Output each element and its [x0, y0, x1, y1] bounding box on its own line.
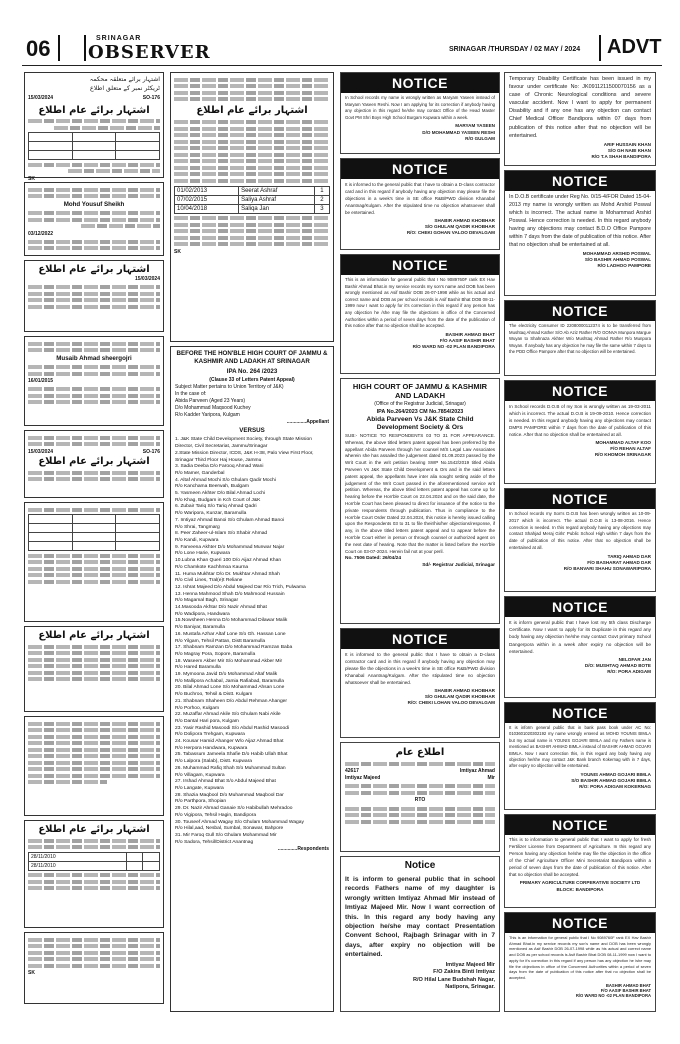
- notice-heading: NOTICE: [505, 703, 655, 723]
- signature-line: D/O: MUSHTAQ AHMAD BOTE: [584, 663, 651, 669]
- notice-1: [340, 72, 500, 154]
- list-item: R/o Dantal Hari pora, Kulgam: [175, 718, 239, 724]
- list-item: 8. Peer Zaheer-ul-Islam S/o Shabir Ahmad: [175, 531, 268, 537]
- list-item: 30. Touseef Ahmad Wagay S/o Ghulam Mohammad Wagay: [175, 819, 304, 825]
- table-cell: 2: [314, 195, 329, 204]
- table-cell: 01/02/2013: [175, 186, 239, 195]
- notice-c4-3: [504, 300, 656, 376]
- list-item: 4. Altaf Ahmad Mochi S/o Ghulam Qadir Mochi: [175, 477, 276, 483]
- signature-line: R/O LADHOO PAMPORE: [597, 263, 651, 269]
- signature-line: MOHAMMAD ARSHID POSWAL: [582, 251, 651, 256]
- notice-heading: NOTICE: [505, 381, 655, 401]
- notice-body: Temporary Disability Certificate has been issued in my favour under certificate No: JK0911211500070156 as a case of Chronic Neurological conditions and severe vascular accident. Now I want to apply for permanent Disability and if any one has any objection can contact Chief Medical Officer Bandipora within 07 days from publication of this notice after that no objection will be entertained.: [509, 76, 651, 139]
- list-item: R/o Kanchama Beerwah, Budgam: [175, 484, 249, 490]
- signature-line: PRIMARY AGRICULTURE CORPERATIVE SOCIETY LTD: [519, 880, 641, 886]
- divider: [599, 35, 601, 61]
- list-item: Abida Parveen (Aged 23 Years): [175, 397, 246, 404]
- list-item: 18. Waseem Akber Mir S/o Mohammad Akber Mir: [175, 658, 283, 664]
- notice-heading: NOTICE: [505, 301, 655, 321]
- signature-line: D/O MOHAMMAD YASEEN RESHI: [422, 129, 495, 135]
- signature-line: R/O: CHEKI GOHAN VALOO DEVALGAM: [406, 230, 495, 236]
- table-cell: Seerat Ashraf: [239, 186, 315, 195]
- notice-body: In School records my Son's D.O.B has been wrongly written as 10-09-2017 which is incorrect. The actual D.O.B is 13-08-2016. Hence correction is needed. In this regard anybody having any objections may contact Shahjad Meraj Girls' Public School High within 7 days from the date of publication of this notice. After that no objection shall be entertained at all.: [509, 511, 651, 550]
- notice-signature: [505, 251, 655, 272]
- signature-line: ARIF HUSSAIN KHAN: [603, 141, 651, 147]
- section-label: ADVT: [607, 36, 662, 58]
- notice-signature: [505, 880, 655, 894]
- signature-line: BLOCK: BANDIPORA: [556, 886, 604, 892]
- ad-code: SO-176: [142, 95, 160, 101]
- list-item: 27. Irshad Ahmad Bhat S/o Abdul Majeed Bhat: [175, 779, 276, 785]
- ad-date: 15/03/2024: [28, 95, 54, 101]
- list-item: 10.Lubna Khan Queri 100 D/o Aijaz Ahmad Khan: [175, 558, 282, 564]
- ad-name: Musaib Ahmad sheergojri: [56, 354, 132, 362]
- list-item: 12. Ishrat Majeed D/o Abdul Majeed Dar R/o Trich, Pulwama: [175, 584, 306, 590]
- notice-c4-2: [504, 170, 656, 296]
- urdu-english-tag: Mir: [487, 774, 495, 781]
- urdu-english-tag: Imtiyaz Majeed: [345, 774, 381, 781]
- divider: [58, 35, 60, 61]
- signature-line: Natipora, Srinagar.: [445, 984, 495, 991]
- respondents-label: ..............Respondents: [277, 846, 329, 853]
- notice-c4-6: [504, 596, 656, 698]
- list-item: 3. Sadia Deeba D/o Farooq Ahmad Wani: [175, 464, 264, 470]
- ad-date: 15/03/2024: [28, 448, 54, 455]
- notice-body: It is inform to general public that in school records Fathers name of my daughter is wrongly written Imtiyaz Ahmad Mir instead of Imtiyaz Majeed Mir. Now I want correction of this. In this regard any body having any objection he/she may contact Presentation Convent School, Rajbagh Srinagar with in 7 days, after expiry no objection will be entertained.: [345, 876, 495, 959]
- notice-c4-4: [504, 380, 656, 484]
- notice-body: It is inform general public that I have lost my 5th class Discharge Certificate. Now I want to apply for its Duplicate in this regard any body having any objection he/she may contact Govt primary School Dangerpora within in a week after expiry no objection will be entertained.: [509, 620, 651, 654]
- table-cell: 28/11/2010: [29, 861, 127, 870]
- list-item: R/o Civil Lines, Tral(e)t Reliane: [175, 578, 243, 584]
- notice-body: This is an information for general public that I No 9089760F rank EX Hav Bashir Ahmad Bhat.in my service records my son's name and DOB has been wrongly mentioned as Asif Bashir DOB 26-07-1998 while as his actual and correct name and DOB as per school records is Asif Bashir Bhat DOB 08-11-1999 now I want to apply for it's correction in this regard if any person has any objection he /she may file the objections in office of the Concerned Authorities within a period of seven days from the date of publication of this notice after that no objection shall be accepted.: [509, 935, 651, 980]
- list-item: 31. Mir Faroq Gull S/o Ghulam Mohammad Mir: [175, 832, 277, 838]
- list-item: R/o Buchroo, Tehsil & Distt. Kulgam: [175, 692, 253, 698]
- list-item: 11. Huma Mukhtar D/o Dr. Mukhtar Ahmad Shah: [175, 571, 280, 577]
- list-item: 17. Shabnam Ramzan D/o Mohammad Ramzan Baba: [175, 645, 293, 651]
- list-item: R/o Khag, Budgam in Kch Court of J&K: [175, 497, 261, 503]
- signature-line: R/O Hilal Lane Budshah Nagar,: [412, 976, 495, 983]
- list-item: R/o Langate, Kupwara: [175, 786, 224, 791]
- notice-body: It is informed to the general public that I have to obtain a D-class contractor card and in this regard if anybody having any objection may please file the objections in a week's time in SE office R&B/PWD division Khanabal Anantnag/Kulgam. After the stipulated time no objection whatsoever shall be entertained.: [345, 182, 495, 215]
- urdu-ad-large: اشتہار برائے عام اطلاع 01/02/2013 Seerat Ashraf 1 07/02/2015 Saliya Ashraf 2 10/04/2018 Saliqa Jan 3 SK: [170, 72, 334, 342]
- list-item: R/o Hared Baramulla: [175, 665, 221, 671]
- signature-line: SHABIR AHMAD KHOBHAR: [434, 688, 495, 693]
- notice-signature: [505, 983, 655, 1001]
- notice-body: In D.O.B certificate under Reg No. 0/15-4/FOR Dated 15-04-2013 my name is wrongly written as Mohd Arshid Poswal which is incorrect. The actual name is Mohammad Arshid Poswal. Hence correction is needed. In this regard anybody having any objections may contact B.D.O Office Pampore within 7 days from the date of publication of this notice. After that no objection shall be entertained at all.: [509, 194, 651, 248]
- list-item: R/o Magamal Bagh, Srinagar: [175, 598, 239, 604]
- urdu-ad-5: 15/03/2024 SO-176 اشتہار برائے عام اطلاع: [24, 430, 164, 498]
- notice-heading: NOTICE: [505, 489, 655, 509]
- list-item: R/o Baniyar, Baramulla: [175, 625, 226, 631]
- signature-line: F/O AASIF BASHIR BHAT: [600, 988, 651, 994]
- signature-line: BASHIR AHMAD BHAT: [605, 982, 651, 988]
- notice-c4-8: [504, 814, 656, 908]
- list-item: 29. Dr. Nazir Ahmad Ganaie S/o Habibullah Mehradoo: [175, 806, 293, 812]
- urdu-english-tag: Imtiyaz Ahmad: [459, 768, 495, 774]
- appellant-list: [175, 398, 329, 419]
- table-cell: Saliqa Jan: [239, 204, 315, 213]
- notice-signature: [341, 332, 499, 353]
- list-item: 2.State Mission Director, ICDS, J&K H-38, Palo View First Floor, Srinagar Third Floor Haj House, Jammu: [175, 450, 314, 463]
- hc-parties: Abida Parveen Vs J&K State Child Development Society & Ors: [366, 416, 474, 431]
- case-of: In the case of:: [175, 390, 207, 397]
- list-item: 20. Bilal Ahmad Lone S/o Mohammad Ahsan Lone: [175, 685, 285, 691]
- hc-sub: (Office of the Registrar Judicial, Srinagar): [374, 401, 466, 407]
- list-item: R/o Shrai, Tangmarg: [175, 524, 220, 530]
- notice-5: [340, 856, 500, 1012]
- notice-heading: NOTICE: [505, 815, 655, 835]
- signature-line: F/O AASIF BASHIR BHAT: [439, 337, 495, 343]
- list-item: 5. Yasmeen Akhter D/o Bilal Ahmad Lochi: [175, 491, 266, 497]
- notice-c4-1: [504, 72, 656, 166]
- table-cell: 07/02/2015: [175, 195, 239, 204]
- list-item: R/o Herpora Handwara, Kupwara: [175, 745, 248, 751]
- list-item: R/o Parthpora, Shopian: [175, 799, 227, 805]
- list-item: 1. J&K State Child Development Society, through State Mission Director, Civil Secretariat, Jammu/Srinagar: [175, 437, 312, 450]
- list-item: 23. Yasir Rashid Masoodi S/o Abdul Rashid Masoodi: [175, 725, 289, 731]
- court-notice: [170, 346, 334, 1012]
- list-item: 14.Masooda Akhtar D/o Nazir Ahmad Bhat: [175, 605, 267, 611]
- notice-body: This is to information to general public that I want to apply for fresh Fertilizer License from Department of Agriculture. In this regard any Person having any objection he/she may file the objection in the office of the Chief Agriculture Officer Mini Secretariat Bandipora within a period of seven days from the date of publication of this notice. After that no objection shall be accepted.: [509, 837, 651, 877]
- table-cell: 1: [314, 186, 329, 195]
- list-item: 7. Imtiyaz Ahmad Banoi S/o Ghulam Ahmad Banoi: [175, 517, 285, 523]
- list-item: R/o Dolipora Trehgam, Kupwara: [175, 732, 245, 738]
- list-item: D/o Mohammad Maqsood Kuchey: [175, 404, 251, 411]
- list-item: R/o Kandi, Kupwara: [175, 537, 219, 543]
- masthead-small: SRINAGAR: [96, 35, 142, 42]
- urdu-english-tag: 42617: [345, 768, 359, 774]
- notice-signature: [505, 554, 655, 575]
- children-table: [174, 186, 330, 214]
- hc-ipa: IPA No.264/2023 CM No.7854/2023: [376, 409, 464, 415]
- notice-2: [340, 158, 500, 250]
- list-item: R/o Kadder Yaripora, Kulgam: [175, 411, 240, 418]
- table-row: [175, 204, 330, 213]
- masthead: OBSERVER: [88, 42, 211, 63]
- column-notices-a: [340, 72, 500, 1012]
- hc-title: HIGH COURT OF JAMMU & KASHMIR AND LADAKH: [352, 382, 488, 400]
- list-item: 6. Zubair Tariq S/o Tariq Ahmad Qadri: [175, 504, 257, 510]
- ad-sk: SK: [28, 175, 35, 182]
- table-row: [175, 186, 330, 195]
- notice-3: [340, 254, 500, 374]
- table-row: [175, 195, 330, 204]
- notice-c4-5: [504, 488, 656, 592]
- list-item: 9. Farveena Akhter D/o Mohammad Munwar Najar: [175, 544, 285, 550]
- notice-signature: [505, 772, 655, 793]
- list-item: 24. Kousar Hamid Ahanger W/o Aijaz Ahmad Bhat: [175, 739, 284, 745]
- notice-signature: [345, 962, 495, 992]
- list-item: R/o Sadora, Tehsil/District Anantnag: [175, 839, 254, 845]
- page-number: 06: [26, 36, 51, 61]
- notice-heading: NOTICE: [505, 913, 655, 933]
- notice-4: [340, 628, 500, 738]
- list-item: R/o Hilal,aad, Nesbal, Sumbal, Sonawar, Bahpore: [175, 826, 284, 832]
- notice-heading: NOTICE: [341, 629, 499, 649]
- notice-body: This is an information for general public that I No 9089760F rank EX Hav Bashir Ahmad Bhat.in my service records my son's name and DOB has been wrongly mentioned as Asif Bashir DOB 26-07-1998 while as his actual and correct name and DOB as per school records is Asif Bashir Bhat DOB 08-11-1999 now I want to apply for it's correction in this regard if any person has any objection he /she may file the objections in office of the Concerned Authorities within a period of seven days from the date of the publication of this notice after that no objection shall be accepted.: [345, 277, 495, 329]
- column-notices-b: [504, 72, 656, 1012]
- hc-sign: Sd/- Registrar Judicial, Srinagar: [422, 563, 495, 569]
- list-item: R/o Lone Harie, Kupwara: [175, 551, 230, 557]
- list-item: R/o Yilgam, Tehsil Pattan, Distt Baramulla: [175, 638, 266, 644]
- notice-c4-7: [504, 702, 656, 810]
- divider: [84, 35, 86, 61]
- notice-signature: [505, 440, 655, 461]
- signature-line: R/O WARD NO -02 PLAN BANDIPORA: [575, 993, 651, 999]
- signature-line: R/O: PORA ADIGAM: [607, 669, 651, 675]
- signature-line: S/O GH NABI KHAN: [607, 147, 651, 153]
- signature-line: R/O KHOMOH SRINAGAR: [594, 452, 651, 458]
- signature-line: S/O GHULAM QADIR KHOBHAR: [424, 224, 495, 230]
- urdu-ad-6: [24, 502, 164, 622]
- ad-name: Mohd Yousuf Sheikh: [63, 200, 125, 208]
- notice-signature: [341, 123, 499, 144]
- list-item: 22. Muzaffar Ahmad Akile S/o Ghulam Nabi Akile: [175, 712, 281, 718]
- urdu-ad-9: اشتہار برائے عام اطلاع 28/11/2010 28/11/2010: [24, 820, 164, 928]
- notice-signature: [341, 218, 499, 239]
- clause: (Clause 33 of Letters Patent Appeal): [209, 377, 295, 383]
- signature-line: F/O Zakira Binti Imtiyaz: [433, 969, 495, 976]
- signature-line: NELOFAR JAN: [618, 657, 651, 663]
- ad-code: SO-176: [142, 448, 160, 455]
- signature-line: F/O REHAN ALTAF: [610, 446, 651, 452]
- ad-sk: SK: [174, 248, 181, 255]
- list-item: R/o Villagam, Kupwara: [175, 772, 225, 778]
- list-item: R/o Magray Pora, Sopore, Baramulla: [175, 651, 256, 657]
- urdu-ad-2: [24, 182, 164, 256]
- signature-line: MOHAMMAD ALTAF KOO: [595, 440, 651, 445]
- notice-body: In School records D.O.B of my Son is wrongly written as 19-03-2011 which is incorrect. The actual D.O.B is 19-09-2010. Hence correction is needed. In this regard anybody having any objections may contact DMPS PAMPORE within 7 days from the date of publication of this notice. After that no objection shall be entertained at all.: [509, 404, 651, 437]
- notice-heading: NOTICE: [505, 171, 655, 191]
- list-item: 13. Henna Mahmood Shah D/o Mahmood Hussain: [175, 591, 285, 597]
- table-cell: 28/11/2010: [29, 852, 127, 861]
- signature-line: R/O BANVARI SHAHU SONAWARIPORA: [563, 566, 651, 572]
- ad-date: 03/12/2022: [28, 230, 54, 237]
- signature-line: Imtiyaz Majeed Mir: [445, 961, 495, 968]
- dateline: SRINAGAR /THURSDAY / 02 MAY / 2024: [449, 46, 581, 53]
- urdu-ad-10: [24, 932, 164, 1004]
- signature-line: R/O T.A SHAH BANDIPORA: [591, 154, 651, 160]
- ipa-number: IPA No. 264 /2023: [226, 368, 278, 375]
- signature-line: R/O: CHEKI LOHAN VALOO DEVALGAM: [407, 700, 495, 706]
- urdu-ad-3: اشتہار برائے عام اطلاع 15/03/2024: [24, 260, 164, 332]
- table-cell: Saliya Ashraf: [239, 195, 315, 204]
- list-item: R/o Porhoo, Kulgam: [175, 705, 220, 711]
- signature-line: BASHIR AHMAD BHAT: [445, 331, 495, 337]
- urdu-english-tag: RTO: [414, 797, 426, 804]
- court-title: BEFORE THE HON'BLE HIGH COURT OF JAMMU & KASHMIR AND LADAKH AT SRINAGAR: [176, 350, 328, 365]
- high-court-notice: [340, 378, 500, 624]
- list-item: R/o Chamkote Kachhmoa Kaurna: [175, 564, 249, 570]
- table-cell: 3: [314, 204, 329, 213]
- notice-signature: [341, 688, 499, 709]
- table-cell: 10/04/2018: [175, 204, 239, 213]
- appellant-label: ..............Appellant: [286, 418, 329, 425]
- column-urdu-ads: [24, 72, 164, 1012]
- ad-date: 16/01/2015: [28, 378, 54, 384]
- hc-body: SUB:- NOTICE TO RESPONDENTS 03 TO 31 FOR APPEARANCE. Whereas, the above titled letters patent appeal has been preferred by the appellant Abida Parveen through her counsel M/S Legal Law Associates wherein she has assailed the judgement dated 01.09.2023 passed by the Writ Court in the writ petition bearing SWP No.1542/2019 titled Abida Parveen Vs J&K State Child Development & Ors and in the said letters patent appeal, the appellants have inter alia sought setting aside of the judgement of the Writ Court passed in the aforementioned service writ petition. Whereas, the above titled letters patent appeal has come up for hearing before the Hon'ble Court on 22.04.2024 and on the said date, the Hon'ble Court has been pleased to direct for issuance of the notice to the private respondents through publication. Thus in compliance to the Hon'ble Court Order Dated 22.04.2024, this notice is hereby issued calling upon the Respondents 03 to 31 to file their/his/her objections/response, if any, in the above titled letters patent appeal and to appear before the Hon'ble Court either in person or through counsel or authorized agent on the next date of hearing. Note that the matter is listed before the Hon'ble Court on 03-07-2024. Herein fail not at your peril.: [345, 433, 495, 554]
- notice-heading: NOTICE: [505, 597, 655, 617]
- notice-body: It is informed to the general public that I have to obtain a D-class contractor card and in this regard if anybody having any objection may please file the objections in a week's time in SE office R&B/PWD division Khanabal Anantnag/Kulgam. After the stipulated time no objection whatsoever shall be entertained.: [345, 652, 495, 685]
- notice-heading: NOTICE: [341, 73, 499, 93]
- hc-number: No. 7506 Dated: 26/04/24: [345, 556, 401, 562]
- ad-date: 15/03/2024: [134, 276, 160, 282]
- list-item: 15.Nowsheen Henna D/o Mohammad Dilawar Malik: [175, 618, 288, 624]
- signature-line: R/O WARD NO -02 PLAN BANDIPORA: [412, 344, 495, 350]
- signature-line: YOUNIS AHMAD GOJARI BIMLA: [580, 771, 651, 777]
- signature-line: R/O GULGAM: [465, 135, 495, 141]
- signature-line: MARYAM YASEEN: [455, 123, 495, 129]
- notice-heading: NOTICE: [341, 159, 499, 179]
- list-item: R/o Wadipora, Handwara: [175, 611, 230, 617]
- notice-c4-9: [504, 912, 656, 1012]
- list-item: R/o Waripora, Kunzar, Baramulla: [175, 511, 247, 517]
- notice-body: The electricity Consumer ID 22080000112374 is to be transferred from Mushtaq Ahmad Kather S/O Ab Aziz Rather R/O GONVA Munpora Margue Wuyan to Shahnaza Akhter W/o Mushtaq Ahmad Rather R/o Munpora Wuyan. If anybody has any objection he may file the same within 7 days to the PDD Office Pampore after that no objection will be entertained.: [509, 323, 651, 354]
- urdu-table: [28, 132, 160, 160]
- urdu-table: [28, 852, 160, 871]
- list-item: 25. Tabassum Jameela Shafie D/o Habib Ullah Bhat: [175, 752, 288, 758]
- signature-line: S/O GHULAM QADIR KHOBHAR: [424, 694, 495, 700]
- list-item: 21. Shabnam Shaheen D/o Abdul Rehman Ahanger: [175, 698, 288, 704]
- list-item: R/o Mamer, Ganderbal: [175, 470, 225, 476]
- urdu-ad-4: [24, 336, 164, 426]
- list-item: 19. Mymoona Javid D/o Mohammad Altaf Malik: [175, 672, 278, 678]
- notice-body: In School records my name is wrongly written as Maryam Yaseen instead of Maryam Yaseen Reshi. Now I am applying for its correction if anybody having any objection in this regard he/she may contact Office of the Head Master Govt PM Shri Boys High School Burgam Kupwara within a week.: [345, 95, 495, 120]
- notice-body: It is inform general public that in bank pass book under AC No: 0103601020302192 my name wrongly entered as MOHD YOUNIS BIMLA but my actual name is YOUNIS GOJARI BIMLA and my Fathers name is mentioned as BASHIR AHMAD BIMLA instead of BASHIR AHMAD GOJARI BIMLA. Now I want correction this, in this regard any body having any objection he/she may contact J&K Bank branch Kokernag with in 7 days, after expiry no objection will be entertained.: [509, 725, 651, 769]
- list-item: R/o Mallipora Achabal, Jamia Rafiabad, Baramulla: [175, 678, 285, 684]
- subject: Subject Matter pertains to Union Territory of J&K): [175, 384, 284, 390]
- urdu-ad-8: [24, 716, 164, 816]
- signature-line: F/O BASHARAT AHMAD DAR: [587, 559, 651, 565]
- respondents-list: [175, 437, 329, 846]
- notice-signature: [505, 142, 655, 163]
- signature-line: S/O BASHIR AHMAD GOJARI BIMLA: [571, 778, 651, 784]
- notice-heading: NOTICE: [341, 255, 499, 275]
- versus: VERSUS: [239, 427, 265, 435]
- list-item: 28. Shazia Maqbool D/o Muhammad Maqbool Dar: [175, 792, 284, 798]
- list-item: R/o Vigipora, Tehsil Hagin, Bandipora: [175, 812, 257, 818]
- notice-signature: [505, 657, 655, 678]
- ad-sk: SK: [28, 970, 35, 976]
- urdu-notice: اطلاع عام 42617 Imtiyaz Ahmad Imtiyaz Majeed Mir RTO: [340, 742, 500, 852]
- list-item: 26. Muhammad Rafiq Shah S/o Muhammad Sultan: [175, 765, 286, 771]
- list-item: R/o Lalpora (Salab), Distt. Kupwara: [175, 759, 252, 765]
- signature-line: R/O: PORA ADIGAM KOKERNAG: [579, 784, 651, 790]
- urdu-ad-1: اشتہار برائے متعلقہ محکمہ ٹریکٹر نمبر کے متعلق اطلاع 15/03/2024 SO-176 اشتہار برائے عام اطلاع SK: [24, 72, 164, 178]
- urdu-table: [28, 514, 160, 551]
- signature-line: TARIQ AHMAD DAR: [607, 553, 651, 559]
- list-item: 16. Mustafa Azhar Altaf Lone S/o Gh. Hassan Lone: [175, 631, 286, 637]
- page-header: [22, 26, 662, 66]
- notice-heading: Notice: [404, 860, 436, 871]
- signature-line: SHABIR AHMAD KHOBHAR: [434, 218, 495, 223]
- column-court: [170, 72, 334, 1012]
- urdu-ad-7: اشتہار برائے عام اطلاع: [24, 626, 164, 712]
- signature-line: S/O BASHIR AHMAD POSWAL: [584, 257, 651, 263]
